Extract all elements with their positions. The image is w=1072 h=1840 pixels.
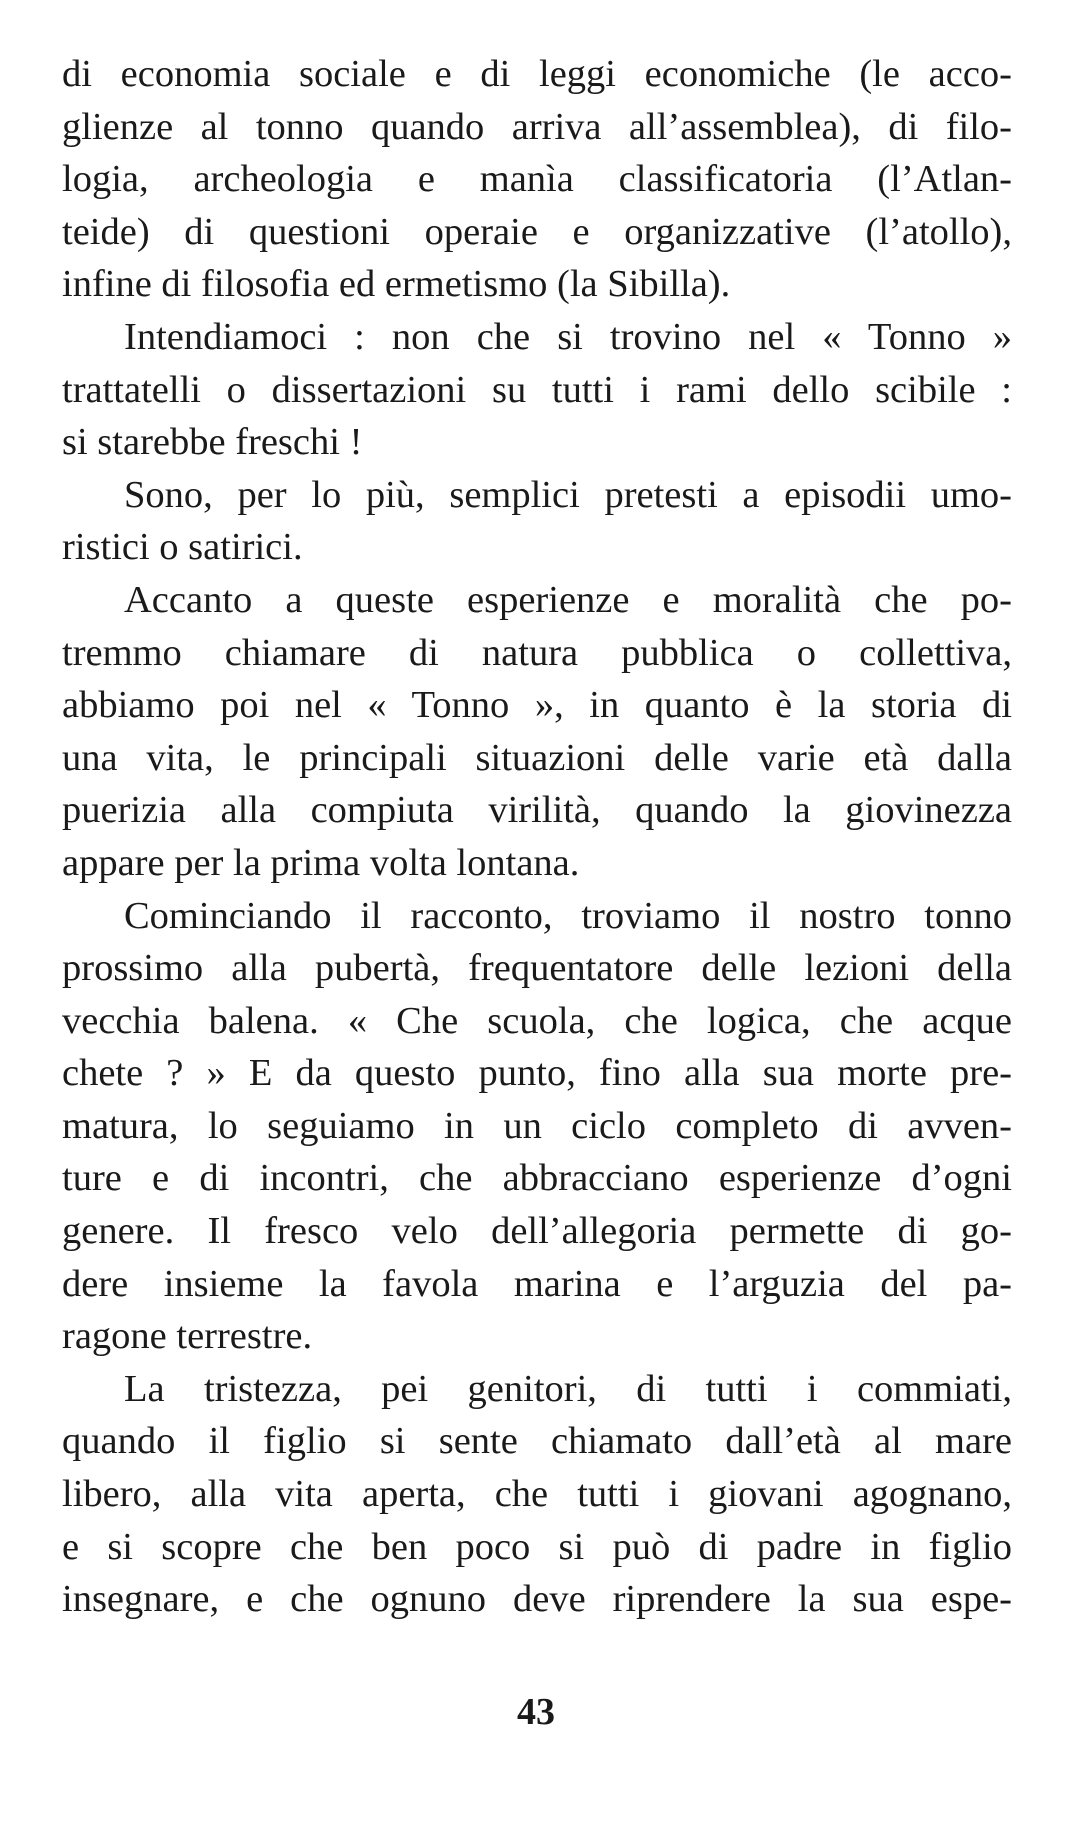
- paragraph: [62, 48, 1012, 311]
- text-line: appare per la prima volta lontana.: [62, 841, 580, 884]
- text-line: insegnare, e che ognuno deve riprendere la sua espe-: [62, 1578, 1012, 1621]
- text-line: genere. Il fresco velo dell’allegoria permette di go-: [62, 1210, 1012, 1253]
- text-line: trattatelli o dissertazioni su tutti i rami dello scibile :: [62, 368, 1012, 411]
- text-line: Cominciando il racconto, troviamo il nostro tonno: [124, 894, 1012, 937]
- paragraph: [62, 890, 1012, 1363]
- text-line: Sono, per lo più, semplici pretesti a episodii umo-: [124, 473, 1012, 516]
- text-line: una vita, le principali situazioni delle varie età dalla: [62, 736, 1012, 779]
- text-line: puerizia alla compiuta virilità, quando la giovinezza: [62, 789, 1012, 832]
- text-line: e si scopre che ben poco si può di padre in figlio: [62, 1525, 1012, 1568]
- text-line: quando il figlio si sente chiamato dall’età al mare: [62, 1420, 1012, 1463]
- text-line: Intendiamoci : non che si trovino nel « Tonno »: [124, 315, 1012, 358]
- text-line: vecchia balena. « Che scuola, che logica, che acque: [62, 999, 1012, 1042]
- text-line: teide) di questioni operaie e organizzative (l’atollo),: [62, 210, 1012, 253]
- text-line: glienze al tonno quando arriva all’assemblea), di filo-: [62, 105, 1012, 148]
- text-line: si starebbe freschi !: [62, 421, 363, 464]
- paragraph: [62, 311, 1012, 469]
- text-line: abbiamo poi nel « Tonno », in quanto è la storia di: [62, 684, 1012, 727]
- text-line: ristici o satirici.: [62, 526, 303, 569]
- paragraph: [62, 1363, 1012, 1626]
- text-line: dere insieme la favola marina e l’arguzia del pa-: [62, 1262, 1012, 1305]
- text-line: prossimo alla pubertà, frequentatore delle lezioni della: [62, 947, 1012, 990]
- text-line: matura, lo seguiamo in un ciclo completo di avven-: [62, 1104, 1012, 1147]
- paragraph: [62, 469, 1012, 574]
- page-body: [62, 48, 1012, 1626]
- text-line: libero, alla vita aperta, che tutti i giovani agognano,: [62, 1473, 1012, 1516]
- text-line: ragone terrestre.: [62, 1315, 313, 1358]
- text-line: infine di filosofia ed ermetismo (la Sibilla).: [62, 263, 731, 306]
- text-line: Accanto a queste esperienze e moralità che po-: [124, 578, 1012, 621]
- text-line: tremmo chiamare di natura pubblica o collettiva,: [62, 631, 1012, 674]
- text-line: ture e di incontri, che abbracciano esperienze d’ogni: [62, 1157, 1012, 1200]
- text-line: logia, archeologia e manìa classificatoria (l’Atlan-: [62, 158, 1012, 201]
- text-line: La tristezza, pei genitori, di tutti i commiati,: [124, 1367, 1012, 1410]
- page-number: 43: [517, 1691, 555, 1733]
- paragraph: [62, 574, 1012, 890]
- text-line: chete ? » E da questo punto, fino alla sua morte pre-: [62, 1052, 1012, 1095]
- text-line: di economia sociale e di leggi economiche (le acco-: [62, 53, 1012, 95]
